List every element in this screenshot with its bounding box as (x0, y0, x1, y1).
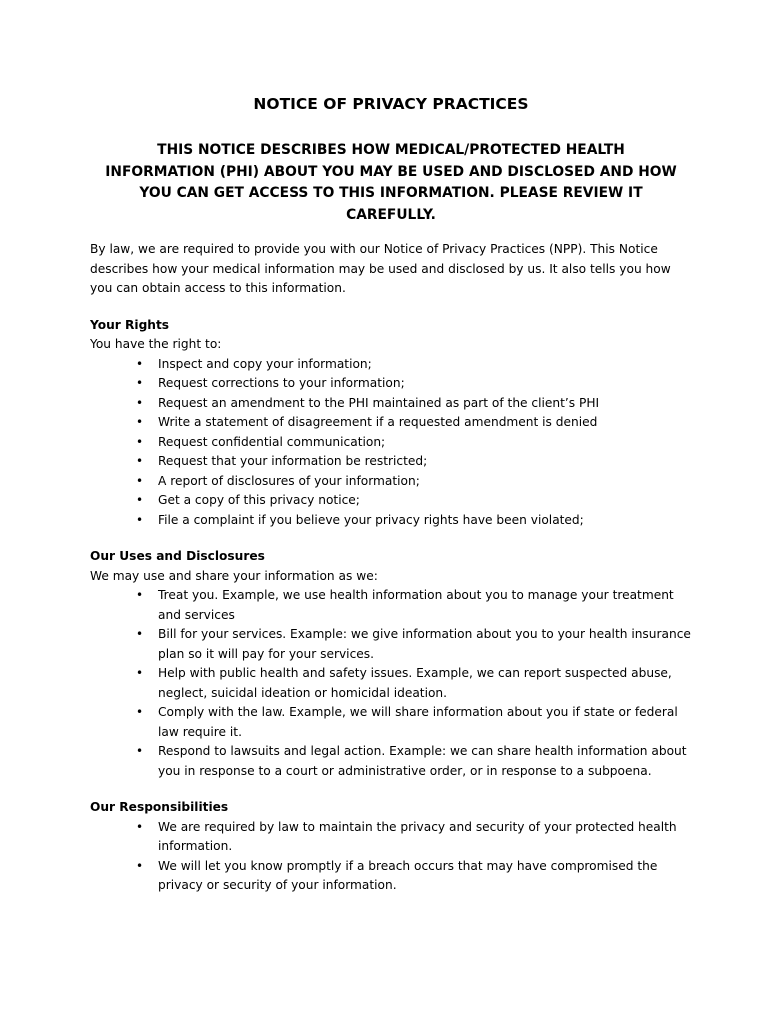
bullet-icon: • (136, 473, 144, 488)
uses-list (90, 586, 692, 781)
list-item-text: Request that your information be restricted; (158, 454, 428, 468)
list-item-text: Bill for your services. Example: we give information about you to your health insurance plan so it will pay for your services. (158, 627, 691, 661)
list-item (136, 472, 692, 492)
list-item (136, 433, 692, 453)
list-item-text: Request an amendment to the PHI maintained as part of the client’s PHI (158, 395, 600, 410)
responsibilities-list (90, 818, 692, 896)
bullet-icon: • (136, 627, 144, 641)
section-uses-and-disclosures (90, 547, 692, 781)
list-item (136, 374, 692, 394)
section-heading-our-responsibilities: Our Responsibilities (90, 800, 229, 814)
bullet-icon: • (136, 454, 144, 468)
list-item (136, 703, 692, 742)
bullet-icon: • (136, 493, 144, 507)
list-item (136, 452, 692, 472)
list-item (136, 857, 692, 896)
list-item (136, 394, 692, 414)
section-heading-your-rights: Your Rights (90, 317, 170, 332)
notice-subtitle: THIS NOTICE DESCRIBES HOW MEDICAL/PROTECTED HEALTH INFORMATION (PHI) ABOUT YOU MAY BE USED AND DISCLOSED AND HOW YOU CAN GET ACCESS TO THIS INFORMATION. PLEASE REVIEW IT CAREFULLY. (105, 142, 677, 223)
list-item-text: Request confidential communication; (158, 434, 386, 449)
list-item (136, 511, 692, 531)
list-item-text: Comply with the law. Example, we will share information about you if state or federal law require it. (158, 705, 678, 739)
list-item (136, 742, 692, 781)
list-item (136, 491, 692, 511)
bullet-icon: • (136, 705, 144, 719)
list-item-text: Help with public health and safety issues. Example, we can report suspected abuse, neglect, suicidal ideation or homicidal ideation. (158, 666, 672, 700)
intro-paragraph: By law, we are required to provide you with our Notice of Privacy Practices (NPP). This Notice describes how your medical information may be used and disclosed by us. It also tells you how you can obtain access to this information. (90, 242, 671, 295)
bullet-icon: • (136, 376, 144, 390)
list-item-text: File a complaint if you believe your privacy rights have been violated; (158, 512, 584, 527)
list-item-text: We will let you know promptly if a breach occurs that may have compromised the privacy or security of your information. (158, 858, 658, 892)
section-lead-your-rights: You have the right to: (90, 337, 222, 351)
list-item (136, 413, 692, 433)
bullet-icon: • (136, 588, 144, 602)
list-item (136, 664, 692, 703)
list-item-text: Get a copy of this privacy notice; (158, 493, 360, 507)
list-item-text: We are required by law to maintain the privacy and security of your protected health information. (158, 819, 677, 853)
bullet-icon: • (136, 858, 144, 873)
section-lead-uses-and-disclosures: We may use and share your information as we: (90, 568, 378, 583)
bullet-icon: • (136, 744, 144, 758)
list-item-text: Write a statement of disagreement if a requested amendment is denied (158, 415, 598, 429)
list-item-text: Respond to lawsuits and legal action. Example: we can share health information about you in response to a court or administrative order, or in response to a subpoena. (158, 744, 687, 778)
list-item (136, 586, 692, 625)
bullet-icon: • (136, 512, 144, 527)
list-item-text: A report of disclosures of your information; (158, 473, 420, 488)
section-your-rights (90, 316, 692, 531)
list-item (136, 818, 692, 857)
list-item (136, 355, 692, 375)
rights-list (90, 355, 692, 531)
list-item-text: Treat you. Example, we use health information about you to manage your treatment and services (158, 588, 674, 622)
list-item-text: Request corrections to your information; (158, 376, 405, 390)
bullet-icon: • (136, 666, 144, 680)
bullet-icon: • (136, 819, 144, 834)
list-item (136, 625, 692, 664)
section-heading-uses-and-disclosures: Our Uses and Disclosures (90, 549, 265, 563)
section-our-responsibilities (90, 798, 692, 896)
bullet-icon: • (136, 434, 144, 449)
bullet-icon: • (136, 395, 144, 410)
page-title: NOTICE OF PRIVACY PRACTICES (253, 95, 529, 113)
bullet-icon: • (136, 415, 144, 429)
bullet-icon: • (136, 356, 144, 371)
list-item-text: Inspect and copy your information; (158, 356, 372, 371)
